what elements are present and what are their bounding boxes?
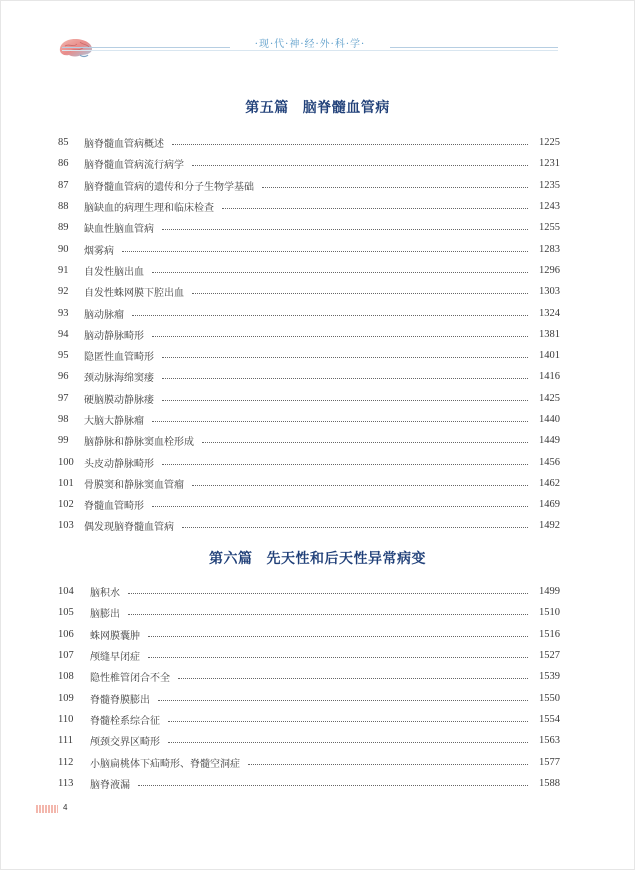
chapter-page-number: 1324 (539, 307, 560, 319)
dot-leader (162, 399, 528, 401)
toc-entry[interactable] (58, 687, 560, 708)
chapter-page-number: 1588 (539, 777, 560, 789)
toc-entry[interactable] (58, 645, 560, 666)
chapter-page-number: 1539 (539, 671, 560, 683)
chapter-page-number: 1243 (539, 201, 560, 213)
toc-entry[interactable] (58, 238, 560, 259)
chapter-title: 脑积水 (90, 588, 120, 600)
chapter-title: 隐匿性血管畸形 (84, 352, 154, 364)
toc-entry[interactable] (58, 409, 560, 430)
chapter-title: 脑脊液漏 (90, 779, 130, 791)
chapter-number: 94 (58, 328, 69, 340)
chapter-page-number: 1456 (539, 456, 560, 468)
part5-chapter-list (58, 132, 560, 537)
header-rule-secondary (62, 50, 558, 51)
toc-entry[interactable] (58, 751, 560, 772)
dot-leader (128, 592, 528, 594)
chapter-title: 脑脊髓血管病流行病学 (84, 160, 184, 172)
toc-entry[interactable] (58, 217, 560, 238)
chapter-title: 隐性椎管闭合不全 (90, 673, 170, 685)
dot-leader (162, 228, 528, 230)
chapter-number: 97 (58, 392, 69, 404)
chapter-title: 烟雾病 (84, 245, 114, 257)
toc-entry[interactable] (58, 666, 560, 687)
dot-leader (178, 677, 528, 679)
dot-leader (162, 463, 528, 465)
toc-entry[interactable] (58, 451, 560, 472)
dot-leader (128, 613, 528, 615)
chapter-number: 88 (58, 201, 69, 213)
chapter-title: 脊髓脊膜膨出 (90, 694, 150, 706)
chapter-number: 108 (58, 671, 74, 683)
toc-entry[interactable] (58, 196, 560, 217)
dot-leader (192, 484, 528, 486)
chapter-title: 脑动静脉畸形 (84, 330, 144, 342)
chapter-page-number: 1225 (539, 137, 560, 149)
dot-leader (162, 377, 528, 379)
toc-entry[interactable] (58, 709, 560, 730)
toc-entry[interactable] (58, 366, 560, 387)
chapter-title: 脊髓栓系综合征 (90, 715, 160, 727)
chapter-page-number: 1499 (539, 586, 560, 598)
chapter-title: 蛛网膜囊肿 (90, 630, 140, 642)
chapter-page-number: 1381 (539, 328, 560, 340)
dot-leader (192, 164, 528, 166)
chapter-number: 103 (58, 520, 74, 532)
chapter-title: 颅颈交界区畸形 (90, 737, 160, 749)
chapter-page-number: 1492 (539, 520, 560, 532)
footer-decoration (36, 805, 58, 813)
part6-label: 第六篇 (209, 551, 253, 567)
dot-leader (168, 720, 528, 722)
chapter-number: 90 (58, 243, 69, 255)
chapter-page-number: 1231 (539, 158, 560, 170)
chapter-title: 骨膜窦和静脉窦血管瘤 (84, 479, 184, 491)
chapter-title: 脑动脉瘤 (84, 309, 124, 321)
chapter-number: 107 (58, 650, 74, 662)
dot-leader (182, 526, 528, 528)
chapter-number: 96 (58, 371, 69, 383)
chapter-title: 脑脊髓血管病概述 (84, 139, 164, 151)
chapter-page-number: 1440 (539, 414, 560, 425)
dot-leader (262, 186, 528, 188)
toc-entry[interactable] (58, 281, 560, 302)
toc-entry[interactable] (58, 388, 560, 409)
chapter-number: 92 (58, 286, 69, 298)
chapter-title: 自发性脑出血 (84, 266, 144, 278)
dot-leader (152, 271, 528, 273)
chapter-number: 106 (58, 628, 74, 640)
chapter-title: 头皮动静脉畸形 (84, 458, 154, 470)
chapter-number: 93 (58, 307, 69, 319)
chapter-page-number: 1235 (539, 179, 560, 191)
chapter-page-number: 1516 (539, 628, 560, 640)
chapter-page-number: 1303 (539, 286, 560, 298)
toc-entry[interactable] (58, 773, 560, 794)
toc-entry[interactable] (58, 430, 560, 451)
toc-entry[interactable] (58, 260, 560, 281)
chapter-page-number: 1296 (539, 264, 560, 276)
running-title: ·现·代·神·经·外·科·学· (230, 35, 390, 50)
part5-title: 脑脊髓血管病 (302, 100, 390, 116)
toc-entry[interactable] (58, 473, 560, 494)
chapter-page-number: 1416 (539, 371, 560, 383)
chapter-number: 100 (58, 456, 74, 468)
chapter-title: 脑脊髓血管病的遗传和分子生物学基础 (84, 181, 254, 193)
dot-leader (248, 763, 528, 765)
part6-chapter-list (58, 581, 560, 794)
dot-leader (148, 635, 528, 637)
toc-entry[interactable] (58, 494, 560, 515)
chapter-number: 99 (58, 435, 69, 447)
chapter-title: 小脑扁桃体下疝畸形、脊髓空洞症 (90, 758, 240, 770)
toc-entry[interactable] (58, 624, 560, 645)
part5-heading (0, 97, 635, 117)
chapter-page-number: 1462 (539, 477, 560, 489)
dot-leader (152, 335, 528, 337)
dot-leader (172, 143, 528, 145)
chapter-title: 脑缺血的病理生理和临床检查 (84, 203, 214, 215)
chapter-page-number: 1577 (539, 756, 560, 768)
chapter-number: 102 (58, 499, 74, 511)
chapter-number: 91 (58, 264, 69, 276)
chapter-title: 硬脑膜动静脉瘘 (84, 394, 154, 406)
chapter-page-number: 1510 (539, 607, 560, 619)
toc-entry[interactable] (58, 302, 560, 323)
chapter-number: 95 (58, 350, 69, 362)
chapter-title: 自发性蛛网膜下腔出血 (84, 288, 184, 300)
toc-entry[interactable] (58, 581, 560, 602)
chapter-page-number: 1255 (539, 222, 560, 234)
chapter-title: 脑静脉和静脉窦血栓形成 (84, 437, 194, 449)
chapter-number: 101 (58, 477, 74, 489)
chapter-number: 104 (58, 586, 74, 598)
part5-label: 第五篇 (245, 100, 289, 116)
chapter-page-number: 1401 (539, 350, 560, 362)
dot-leader (158, 699, 528, 701)
chapter-page-number: 1283 (539, 243, 560, 255)
toc-entry[interactable] (58, 515, 560, 536)
chapter-title: 大脑大静脉瘤 (84, 416, 144, 427)
chapter-title: 颈动脉海绵窦瘘 (84, 373, 154, 385)
chapter-title: 脊髓血管畸形 (84, 501, 144, 513)
chapter-page-number: 1563 (539, 735, 560, 747)
toc-entry[interactable] (58, 153, 560, 174)
chapter-number: 112 (58, 756, 74, 768)
dot-leader (152, 505, 528, 507)
chapter-title: 颅缝早闭症 (90, 652, 140, 664)
dot-leader (122, 250, 528, 252)
toc-entry[interactable] (58, 132, 560, 153)
chapter-number: 98 (58, 414, 69, 425)
dot-leader (222, 207, 528, 209)
dot-leader (152, 420, 528, 422)
chapter-page-number: 1554 (539, 713, 560, 725)
dot-leader (162, 356, 528, 358)
chapter-page-number: 1425 (539, 392, 560, 404)
page-number: 4 (63, 803, 68, 812)
chapter-number: 105 (58, 607, 74, 619)
dot-leader (192, 292, 528, 294)
chapter-title: 脑膨出 (90, 609, 120, 621)
part6-heading (0, 548, 635, 568)
chapter-page-number: 1527 (539, 650, 560, 662)
chapter-number: 86 (58, 158, 69, 170)
chapter-page-number: 1469 (539, 499, 560, 511)
dot-leader (168, 741, 528, 743)
toc-entry[interactable] (58, 345, 560, 366)
chapter-number: 87 (58, 179, 69, 191)
chapter-number: 109 (58, 692, 74, 704)
chapter-number: 85 (58, 137, 69, 149)
chapter-page-number: 1550 (539, 692, 560, 704)
toc-entry[interactable] (58, 730, 560, 751)
toc-entry[interactable] (58, 602, 560, 623)
chapter-title: 缺血性脑血管病 (84, 224, 154, 236)
dot-leader (148, 656, 528, 658)
toc-entry[interactable] (58, 175, 560, 196)
chapter-page-number: 1449 (539, 435, 560, 447)
toc-entry[interactable] (58, 324, 560, 345)
chapter-number: 111 (58, 735, 73, 747)
dot-leader (202, 441, 528, 443)
dot-leader (138, 784, 528, 786)
chapter-number: 113 (58, 777, 74, 789)
chapter-number: 110 (58, 713, 74, 725)
running-header (0, 28, 635, 58)
dot-leader (132, 314, 528, 316)
chapter-title: 偶发现脑脊髓血管病 (84, 522, 174, 534)
chapter-number: 89 (58, 222, 69, 234)
part6-title: 先天性和后天性异常病变 (266, 551, 426, 567)
